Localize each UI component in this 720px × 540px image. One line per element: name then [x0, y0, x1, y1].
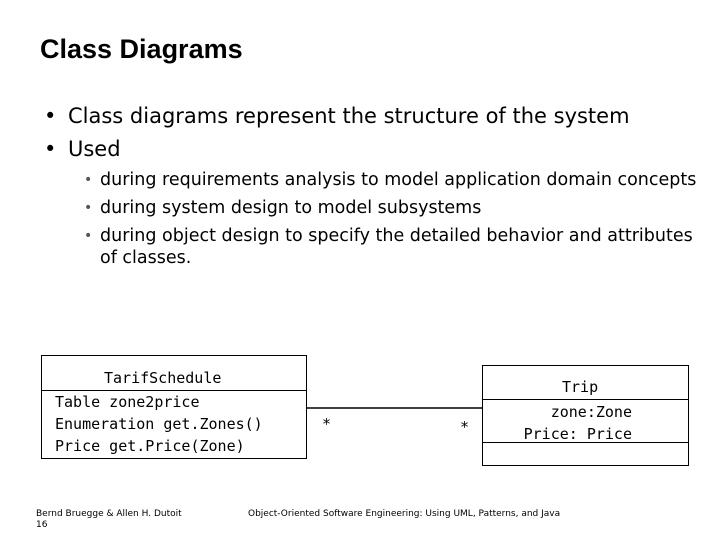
- class-attribute: zone:Zone: [550, 403, 632, 421]
- bullet-dot-icon: •: [44, 137, 57, 161]
- sub-bullet-text: during requirements analysis to model application domain concepts: [100, 170, 697, 190]
- class-name-trip: Trip: [562, 378, 599, 396]
- class-attribute: Price get.Price(Zone): [55, 437, 245, 455]
- class-divider: [483, 399, 688, 400]
- bullet-text: Used: [68, 137, 121, 161]
- sub-bullet-text: during system design to model subsystems: [100, 198, 482, 218]
- bullet-dot-icon: •: [44, 104, 57, 128]
- class-attributes-trip: [492, 401, 632, 445]
- class-attribute: Table zone2price: [55, 393, 200, 411]
- class-attribute: Price: Price: [523, 425, 632, 443]
- page-number: 16: [36, 520, 48, 530]
- multiplicity-left: *: [322, 415, 332, 433]
- footer-left: [36, 509, 182, 531]
- slide-title: Class Diagrams: [40, 34, 243, 64]
- footer-authors: Bernd Bruegge & Allen H. Dutoit: [36, 509, 182, 519]
- sub-bullet-dot-icon: •: [84, 228, 93, 244]
- class-attribute: Enumeration get.Zones(): [55, 415, 263, 433]
- class-attributes-tarifschedule: [55, 391, 263, 457]
- sub-bullet-dot-icon: •: [84, 172, 93, 188]
- footer-book-title: Object-Oriented Software Engineering: Using UML, Patterns, and Java: [248, 509, 561, 519]
- multiplicity-right: *: [460, 418, 470, 436]
- sub-bullet-text: during object design to specify the detailed behavior and attributes of classes.: [100, 226, 693, 268]
- bullet-text: Class diagrams represent the structure of the system: [68, 104, 630, 128]
- sub-bullet-dot-icon: •: [84, 200, 93, 216]
- class-name-tarifschedule: TarifSchedule: [104, 369, 222, 387]
